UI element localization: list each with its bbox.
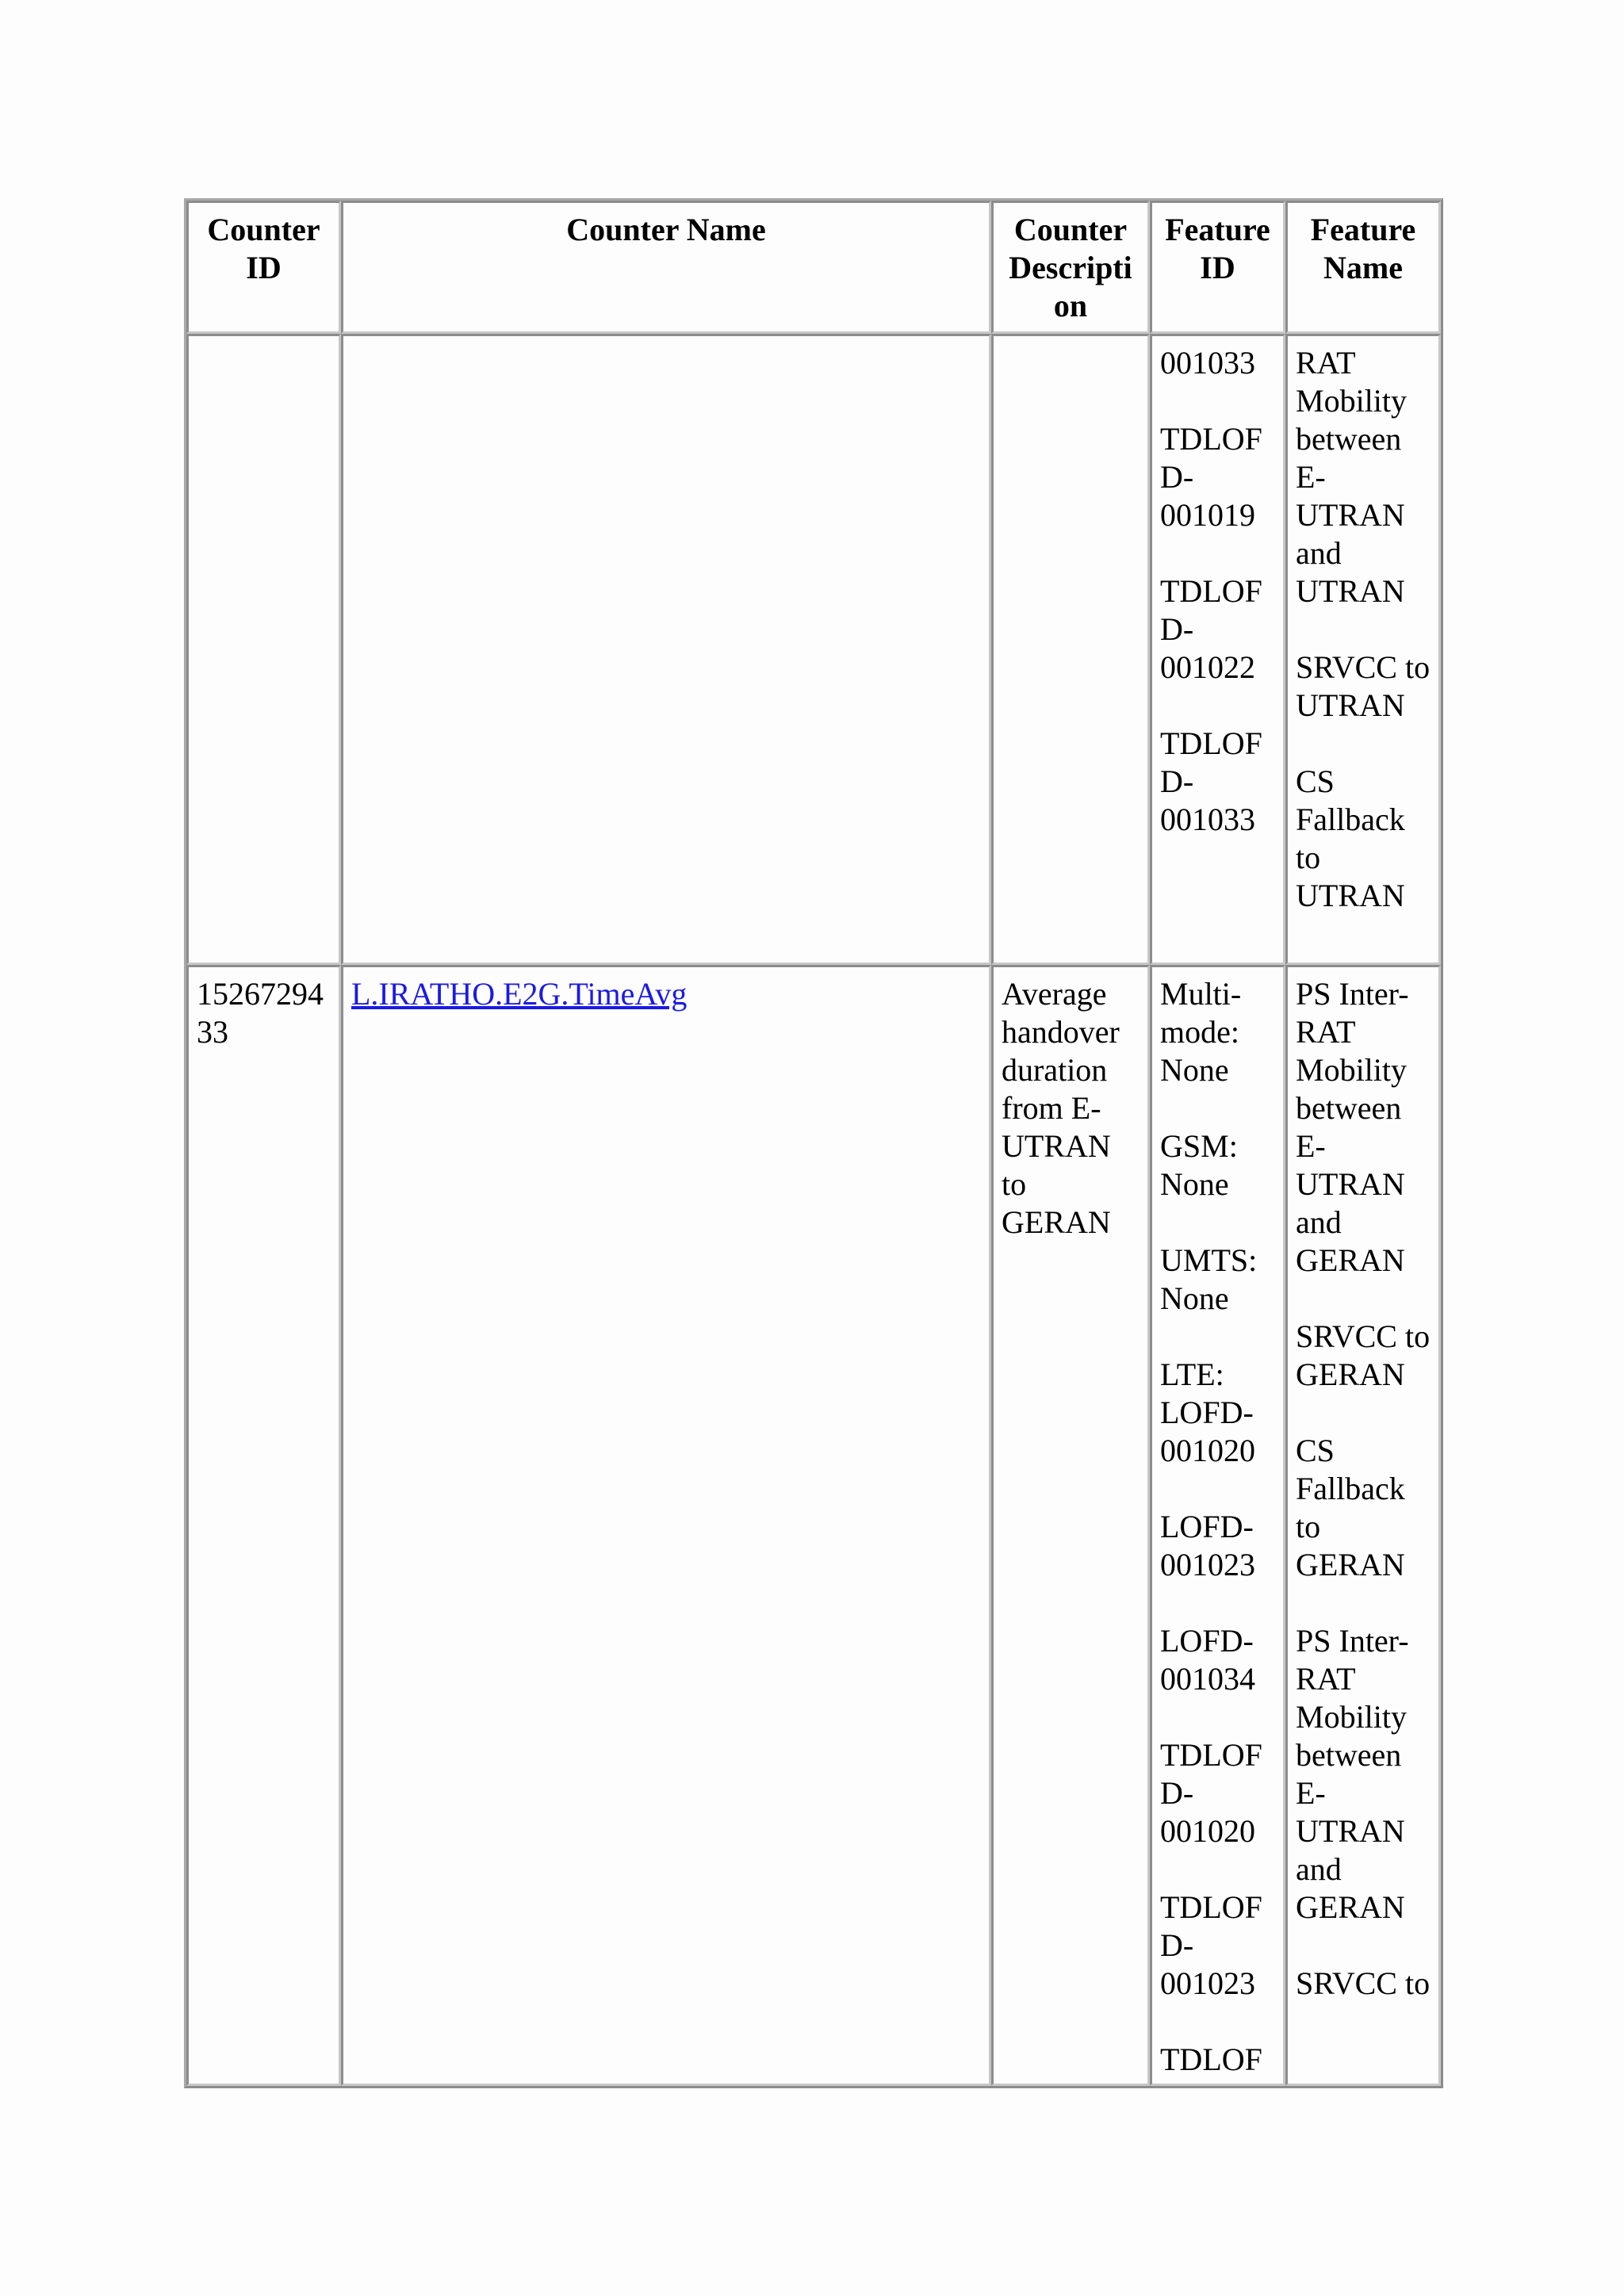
feature-id-item: TDLOF D- 001033 (1160, 725, 1262, 837)
header-feature-id: Feature ID (1150, 201, 1285, 334)
cell-feature-name (1285, 334, 1441, 965)
table-row (186, 334, 1441, 965)
table-row (186, 965, 1441, 2086)
cell-feature-name (1285, 965, 1441, 2086)
header-counter-description: Counter Descripti on (991, 201, 1150, 334)
cell-counter-description (991, 334, 1150, 965)
feature-name-item: SRVCC to UTRAN (1296, 649, 1431, 723)
feature-id-item: Multi- mode: None (1160, 976, 1242, 1088)
cell-feature-id (1150, 965, 1285, 2086)
feature-id-item: 001033 (1160, 345, 1255, 381)
feature-id-item: LOFD- 001034 (1160, 1623, 1255, 1697)
feature-id-item: UMTS: None (1160, 1242, 1258, 1316)
feature-id-item: GSM: None (1160, 1128, 1238, 1202)
feature-id-item: LOFD- 001023 (1160, 1509, 1255, 1582)
cell-feature-id (1150, 334, 1285, 965)
feature-id-item: TDLOF D- 001019 (1160, 421, 1262, 533)
cell-counter-description: Average handover duration from E- UTRAN to GERAN (991, 965, 1150, 2086)
feature-name-item: SRVCC to GERAN (1296, 1318, 1431, 1392)
feature-name-item: SRVCC to (1296, 1965, 1431, 2001)
cell-counter-name (341, 334, 991, 965)
feature-name-item: CS Fallback to UTRAN (1296, 763, 1405, 913)
header-feature-name: Feature Name (1285, 201, 1441, 334)
cell-counter-id: 15267294 33 (186, 965, 341, 2086)
feature-id-item: TDLOF D- 001023 (1160, 1889, 1262, 2001)
feature-id-item: TDLOF (1160, 2042, 1262, 2077)
feature-name-item: RAT Mobility between E- UTRAN and UTRAN (1296, 345, 1408, 609)
feature-name-item: CS Fallback to GERAN (1296, 1433, 1405, 1582)
cell-counter-id (186, 334, 341, 965)
header-counter-id: Counter ID (186, 201, 341, 334)
feature-id-item: TDLOF D- 001020 (1160, 1737, 1262, 1849)
feature-name-item: PS Inter- RAT Mobility between E- UTRAN and GERAN (1296, 1623, 1409, 1925)
counter-name-link[interactable]: L.IRATHO.E2G.TimeAvg (351, 976, 688, 1012)
counter-table (184, 198, 1443, 2088)
table-header-row (186, 201, 1441, 334)
feature-name-item: PS Inter- RAT Mobility between E- UTRAN and GERAN (1296, 976, 1409, 1278)
header-counter-name: Counter Name (341, 201, 991, 334)
feature-id-item: TDLOF D- 001022 (1160, 573, 1262, 685)
feature-id-item: LTE: LOFD- 001020 (1160, 1357, 1255, 1468)
cell-counter-name (341, 965, 991, 2086)
